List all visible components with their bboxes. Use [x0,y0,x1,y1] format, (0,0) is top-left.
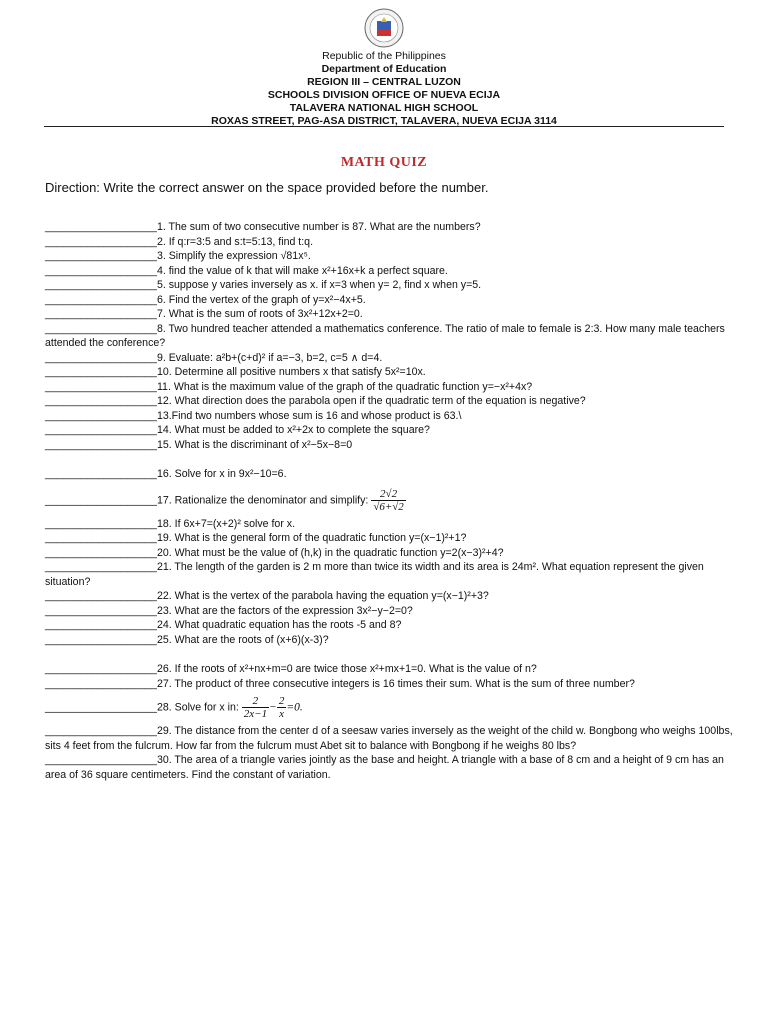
header-divider [44,126,724,127]
question-text: 29. The distance from the center d of a seesaw varies inversely as the weight of the child w. Bongbong who weighs 100lbs, sits 4 feet from the fulcrum. How far from the fulcrum must Abet sit to balance with Bongbong if he weighs 80 lbs? [45,725,733,752]
fraction-numerator: 2 [242,695,269,708]
answer-blank[interactable]: ___________________ [45,493,157,506]
question-text: 22. What is the vertex of the parabola having the equation y=(x−1)²+3? [156,590,489,602]
q28-fraction-a [242,695,269,720]
question-text: 11. What is the maximum value of the graph of the quadratic function y=−x²+4x? [156,380,533,393]
question-item [45,517,735,532]
answer-blank[interactable]: ___________________ [45,532,157,544]
answer-blank[interactable]: ___________________ [45,380,157,393]
answer-blank[interactable]: ___________________ [45,279,157,291]
question-text: 13.Find two numbers whose sum is 16 and whose product is 63.\ [156,409,462,422]
q17-fraction [371,488,406,513]
header-division: SCHOOLS DIVISION OFFICE OF NUEVA ECIJA [267,89,501,101]
header-department: Department of Education [321,63,447,75]
question-item [45,278,735,293]
question-text: 6. Find the vertex of the graph of y=x²−4x+5. [156,293,366,306]
deped-seal-logo [364,8,404,48]
answer-blank[interactable]: ___________________ [45,663,157,675]
question-text: 4. find the value of k that will make x²+16x+k a perfect square. [156,264,448,277]
answer-blank[interactable]: ___________________ [45,754,157,766]
answer-blank[interactable]: ___________________ [45,308,157,320]
question-text: 20. What must be the value of (h,k) in the quadratic function y=2(x−3)²+4? [156,546,504,559]
answer-blank[interactable]: ___________________ [45,235,157,248]
question-text: 16. Solve for x in 9x²−10=6. [156,468,287,480]
answer-blank[interactable]: ___________________ [45,250,157,262]
question-list [45,220,735,782]
question-item [45,467,735,482]
answer-blank[interactable]: ___________________ [45,590,157,602]
question-text: 18. If 6x+7=(x+2)² solve for x. [156,517,296,530]
answer-blank[interactable]: ___________________ [45,468,157,480]
question-text: 12. What direction does the parabola open if the quadratic term of the equation is negative? [156,395,586,407]
answer-blank[interactable]: ___________________ [45,604,157,617]
question-item [45,677,735,692]
question-item [45,264,735,279]
question-item [45,724,735,753]
minus-sign: − [269,701,277,714]
answer-blank[interactable]: ___________________ [45,633,157,646]
answer-blank[interactable]: ___________________ [45,264,157,277]
question-item [45,394,735,409]
quiz-title: MATH QUIZ [340,155,428,170]
question-item [45,753,735,782]
question-text: 23. What are the factors of the expression 3x²−y−2=0? [156,604,413,617]
answer-blank[interactable]: ___________________ [45,395,157,407]
question-item [45,531,735,546]
question-item [45,560,735,589]
question-item [45,235,735,250]
question-text: 17. Rationalize the denominator and simplify: [156,493,369,506]
question-item [45,322,735,351]
answer-blank[interactable]: ___________________ [45,561,157,573]
answer-blank[interactable]: ___________________ [45,221,157,233]
question-item [45,220,735,235]
answer-blank[interactable]: ___________________ [45,351,157,364]
question-item [45,546,735,561]
question-text: 14. What must be added to x²+2x to complete the square? [156,424,430,436]
question-item [45,589,735,604]
question-text: 8. Two hundred teacher attended a mathematics conference. The ratio of male to female is 2:3. How many male teachers attended the conference? [45,322,725,349]
question-text: 3. Simplify the expression √81x⁵. [156,250,311,262]
question-item [45,633,735,648]
question-item [45,365,735,380]
fraction-numerator: 2√2 [371,488,406,501]
answer-blank[interactable]: ___________________ [45,619,157,631]
question-item [45,695,735,720]
header-address: ROXAS STREET, PAG-ASA DISTRICT, TALAVERA, NUEVA ECIJA 3114 [211,115,557,127]
question-item [45,662,735,677]
question-item [45,618,735,633]
question-item [45,351,735,366]
question-item [45,307,735,322]
question-item [45,438,735,453]
answer-blank[interactable]: ___________________ [45,438,157,451]
answer-blank[interactable]: ___________________ [45,366,157,378]
fraction-denominator: x [279,708,285,720]
fraction-denominator: √6+√2 [373,500,404,513]
question-text: 7. What is the sum of roots of 3x²+12x+2=0. [156,308,363,320]
question-item [45,380,735,395]
question-text: 21. The length of the garden is 2 m more than twice its width and its area is 24m². What equation represent the given situation? [45,561,704,588]
answer-blank[interactable]: ___________________ [45,293,157,306]
question-item [45,293,735,308]
question-text: 5. suppose y varies inversely as x. if x=3 when y= 2, find x when y=5. [156,279,482,291]
question-text: 19. What is the general form of the quadratic function y=(x−1)²+1? [156,532,467,544]
question-text: 27. The product of three consecutive integers is 16 times their sum. What is the sum of three number? [156,677,635,690]
answer-blank[interactable]: ___________________ [45,322,157,335]
equation-rest: =0. [286,701,303,714]
question-item [45,423,735,438]
question-text: 2. If q:r=3:5 and s:t=5:13, find t:q. [156,235,314,248]
answer-blank[interactable]: ___________________ [45,677,157,690]
answer-blank[interactable]: ___________________ [45,725,157,737]
question-text: 1. The sum of two consecutive number is 87. What are the numbers? [156,221,481,233]
question-text: 9. Evaluate: a²b+(c+d)² if a=−3, b=2, c=5 ∧ d=4. [156,351,383,364]
answer-blank[interactable]: ___________________ [45,546,157,559]
question-text: 24. What quadratic equation has the roots -5 and 8? [156,619,402,631]
answer-blank[interactable]: ___________________ [45,701,157,714]
question-text: 15. What is the discriminant of x²−5x−8=0 [156,438,353,451]
question-item [45,249,735,264]
question-text: 25. What are the roots of (x+6)(x-3)? [156,633,329,646]
header-school: TALAVERA NATIONAL HIGH SCHOOL [289,102,479,114]
answer-blank[interactable]: ___________________ [45,409,157,422]
question-item [45,409,735,424]
question-text: 30. The area of a triangle varies jointly as the base and height. A triangle with a base of 8 cm and a height of 9 cm has an area of 36 square centimeters. Find the constant of variation. [45,754,724,781]
fraction-numerator: 2 [278,695,285,707]
answer-blank[interactable]: ___________________ [45,517,157,530]
question-item [45,604,735,619]
fraction-denominator: 2x−1 [243,708,268,720]
header-region: REGION III – CENTRAL LUZON [307,76,461,88]
direction-text: Direction: Write the correct answer on the space provided before the number. [45,180,489,195]
question-text: 10. Determine all positive numbers x that satisfy 5x²=10x. [156,366,426,378]
question-text: 26. If the roots of x²+nx+m=0 are twice those x²+mx+1=0. What is the value of n? [156,663,537,675]
question-item [45,488,735,513]
answer-blank[interactable]: ___________________ [45,424,157,436]
q28-fraction-b [277,695,287,720]
question-text: 28. Solve for x in: [156,701,239,714]
header-republic: Republic of the Philippines [322,50,446,62]
